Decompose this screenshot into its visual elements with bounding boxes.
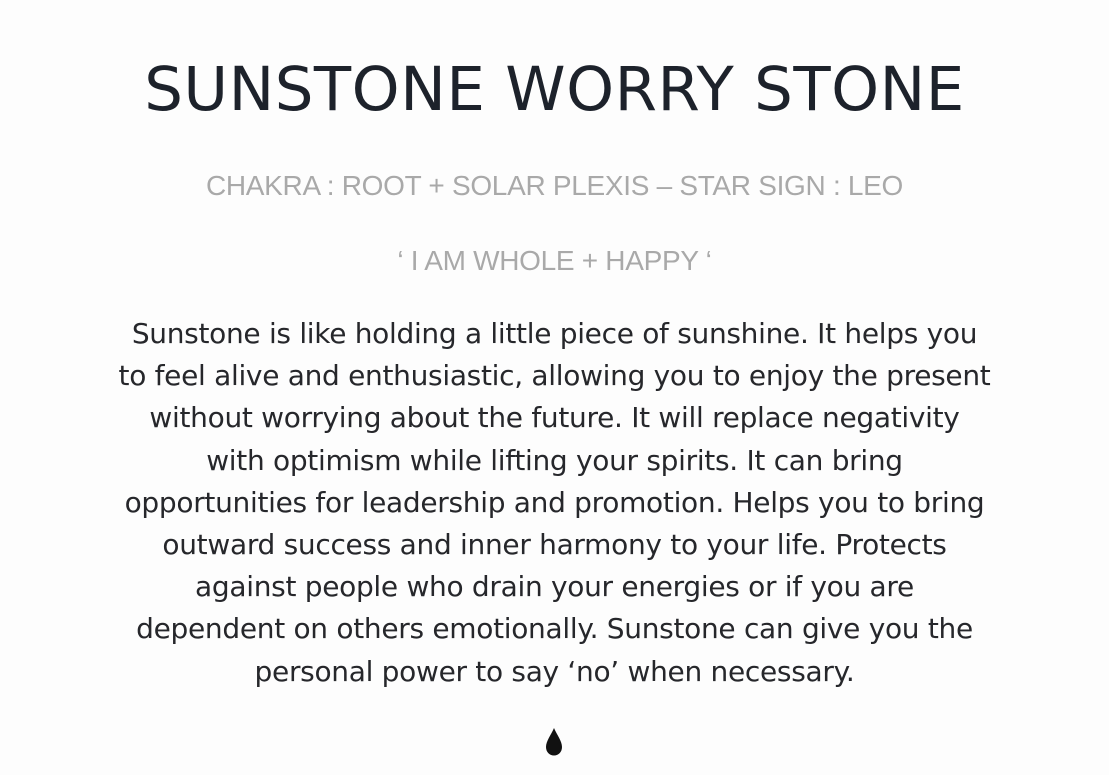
- description: [50, 313, 1059, 693]
- water-drop-icon: [544, 727, 564, 757]
- affirmation: ‘ I AM WHOLE + HAPPY ‘: [397, 245, 712, 276]
- description-line: to feel alive and enthusiastic, allowing you to enjoy the present: [118, 359, 991, 393]
- chakra-star-sign-line: CHAKRA : ROOT + SOLAR PLEXIS – STAR SIGN : LEO: [205, 170, 904, 201]
- description-line: against people who drain your energies or if you are: [195, 570, 914, 604]
- description-line: with optimism while lifting your spirits. It can bring: [206, 443, 903, 477]
- description-line: opportunities for leadership and promotion. Helps you to bring: [124, 485, 985, 519]
- description-line: dependent on others emotionally. Sunstone can give you the: [136, 612, 973, 646]
- description-line: without worrying about the future. It will replace negativity: [149, 401, 960, 435]
- card-title: SUNSTONE WORRY STONE: [144, 54, 965, 125]
- description-line: outward success and inner harmony to your life. Protects: [162, 528, 947, 562]
- description-line: Sunstone is like holding a little piece of sunshine. It helps you: [131, 317, 978, 350]
- description-line: personal power to say ‘no’ when necessary.: [254, 654, 855, 688]
